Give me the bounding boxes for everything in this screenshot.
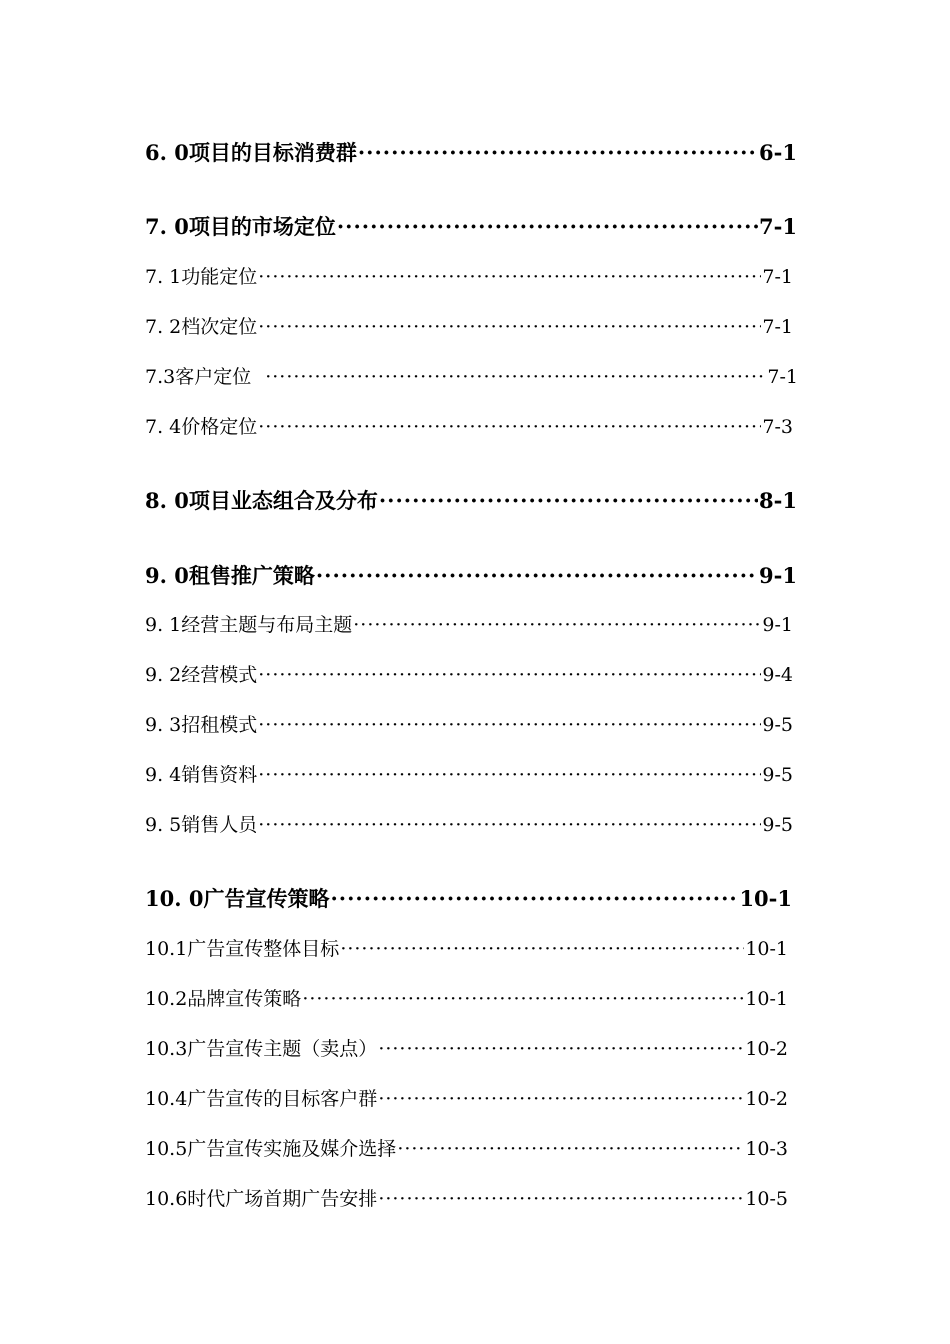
toc-leader-dots <box>337 214 758 239</box>
toc-entry-page: 7-1 <box>767 366 798 388</box>
toc-leader-dots <box>258 416 761 438</box>
toc-entry[interactable] <box>145 660 793 687</box>
toc-entry-page: 9-5 <box>762 764 793 786</box>
toc-entry[interactable] <box>145 984 788 1011</box>
toc-entry-page: 10-3 <box>745 1138 788 1160</box>
toc-entry-label: 10.2品牌宣传策略 <box>145 988 302 1010</box>
toc-leader-dots <box>258 764 761 786</box>
toc-entry[interactable] <box>145 560 797 590</box>
toc-entry-page: 10-1 <box>739 886 792 911</box>
toc-leader-dots <box>378 1038 744 1060</box>
toc-entry-page: 9-1 <box>762 614 793 636</box>
toc-entry-page: 10-5 <box>745 1188 788 1210</box>
toc-entry-page: 10-2 <box>745 1038 788 1060</box>
toc-leader-dots <box>340 938 744 960</box>
toc-entry-label: 9. 3招租模式 <box>145 714 258 736</box>
toc-entry[interactable] <box>145 137 797 167</box>
toc-entry[interactable] <box>145 810 793 837</box>
toc-entry-label: 10.3广告宣传主题（卖点） <box>145 1038 378 1060</box>
toc-entry-label: 10.5广告宣传实施及媒介选择 <box>145 1138 397 1160</box>
toc-entry-page: 7-3 <box>762 416 793 438</box>
toc-entry[interactable] <box>145 1084 788 1111</box>
toc-leader-dots <box>358 140 758 165</box>
toc-entry[interactable] <box>145 412 793 439</box>
toc-entry-label: 9. 5销售人员 <box>145 814 258 836</box>
toc-leader-dots <box>379 488 758 513</box>
toc-entry-page: 10-2 <box>745 1088 788 1110</box>
toc-entry[interactable] <box>145 211 797 241</box>
toc-entry-label: 10.1广告宣传整体目标 <box>145 938 340 960</box>
toc-entry-page: 7-1 <box>759 214 797 239</box>
toc-entry-label: 7. 1功能定位 <box>145 266 258 288</box>
toc-entry-label: 6. 0项目的目标消费群 <box>145 140 357 165</box>
toc-leader-dots <box>258 664 761 686</box>
toc-entry-label: 7.3客户定位 <box>145 366 252 388</box>
toc-leader-dots <box>316 563 758 588</box>
toc-entry-label: 9. 2经营模式 <box>145 664 258 686</box>
toc-entry-label: 9. 0租售推广策略 <box>145 563 315 588</box>
toc-entry-label: 7. 0项目的市场定位 <box>145 214 336 239</box>
toc-entry-label: 7. 4价格定位 <box>145 416 258 438</box>
toc-leader-dots <box>265 366 766 388</box>
toc-entry-page: 7-1 <box>762 266 793 288</box>
toc-entry[interactable] <box>145 485 797 515</box>
toc-entry-label: 10. 0广告宣传策略 <box>145 886 330 911</box>
toc-entry[interactable] <box>145 1034 788 1061</box>
toc-leader-dots <box>302 988 744 1010</box>
toc-leader-dots <box>258 316 761 338</box>
toc-entry[interactable] <box>145 262 793 289</box>
toc-entry[interactable] <box>145 934 788 961</box>
toc-entry-label: 10.6时代广场首期广告安排 <box>145 1188 378 1210</box>
toc-entry-page: 9-4 <box>762 664 793 686</box>
toc-entry-page: 9-5 <box>762 814 793 836</box>
toc-entry[interactable] <box>145 312 793 339</box>
toc-entry-page: 9-5 <box>762 714 793 736</box>
toc-entry-page: 9-1 <box>759 563 797 588</box>
toc-leader-dots <box>378 1088 744 1110</box>
toc-entry-page: 8-1 <box>759 488 797 513</box>
toc-entry-label: 9. 1经营主题与布局主题 <box>145 614 353 636</box>
toc-entry-page: 7-1 <box>762 316 793 338</box>
toc-entry[interactable] <box>145 362 798 389</box>
toc-leader-dots <box>397 1138 744 1160</box>
toc-entry-label: 8. 0项目业态组合及分布 <box>145 488 378 513</box>
toc-leader-dots <box>258 266 761 288</box>
toc-entry[interactable] <box>145 883 792 913</box>
toc-leader-dots <box>258 714 761 736</box>
toc-entry-page: 6-1 <box>759 140 797 165</box>
toc-entry[interactable] <box>145 610 793 637</box>
toc-entry[interactable] <box>145 710 793 737</box>
toc-entry-page: 10-1 <box>745 938 788 960</box>
toc-leader-dots <box>330 886 738 911</box>
toc-entry-label: 7. 2档次定位 <box>145 316 258 338</box>
toc-entry-page: 10-1 <box>745 988 788 1010</box>
toc-entry[interactable] <box>145 1184 788 1211</box>
toc-leader-dots <box>353 614 761 636</box>
toc-entry-label: 9. 4销售资料 <box>145 764 258 786</box>
toc-entry[interactable] <box>145 1134 788 1161</box>
toc-leader-dots <box>258 814 761 836</box>
toc-entry-label: 10.4广告宣传的目标客户群 <box>145 1088 378 1110</box>
toc-entry[interactable] <box>145 760 793 787</box>
toc-leader-dots <box>378 1188 744 1210</box>
